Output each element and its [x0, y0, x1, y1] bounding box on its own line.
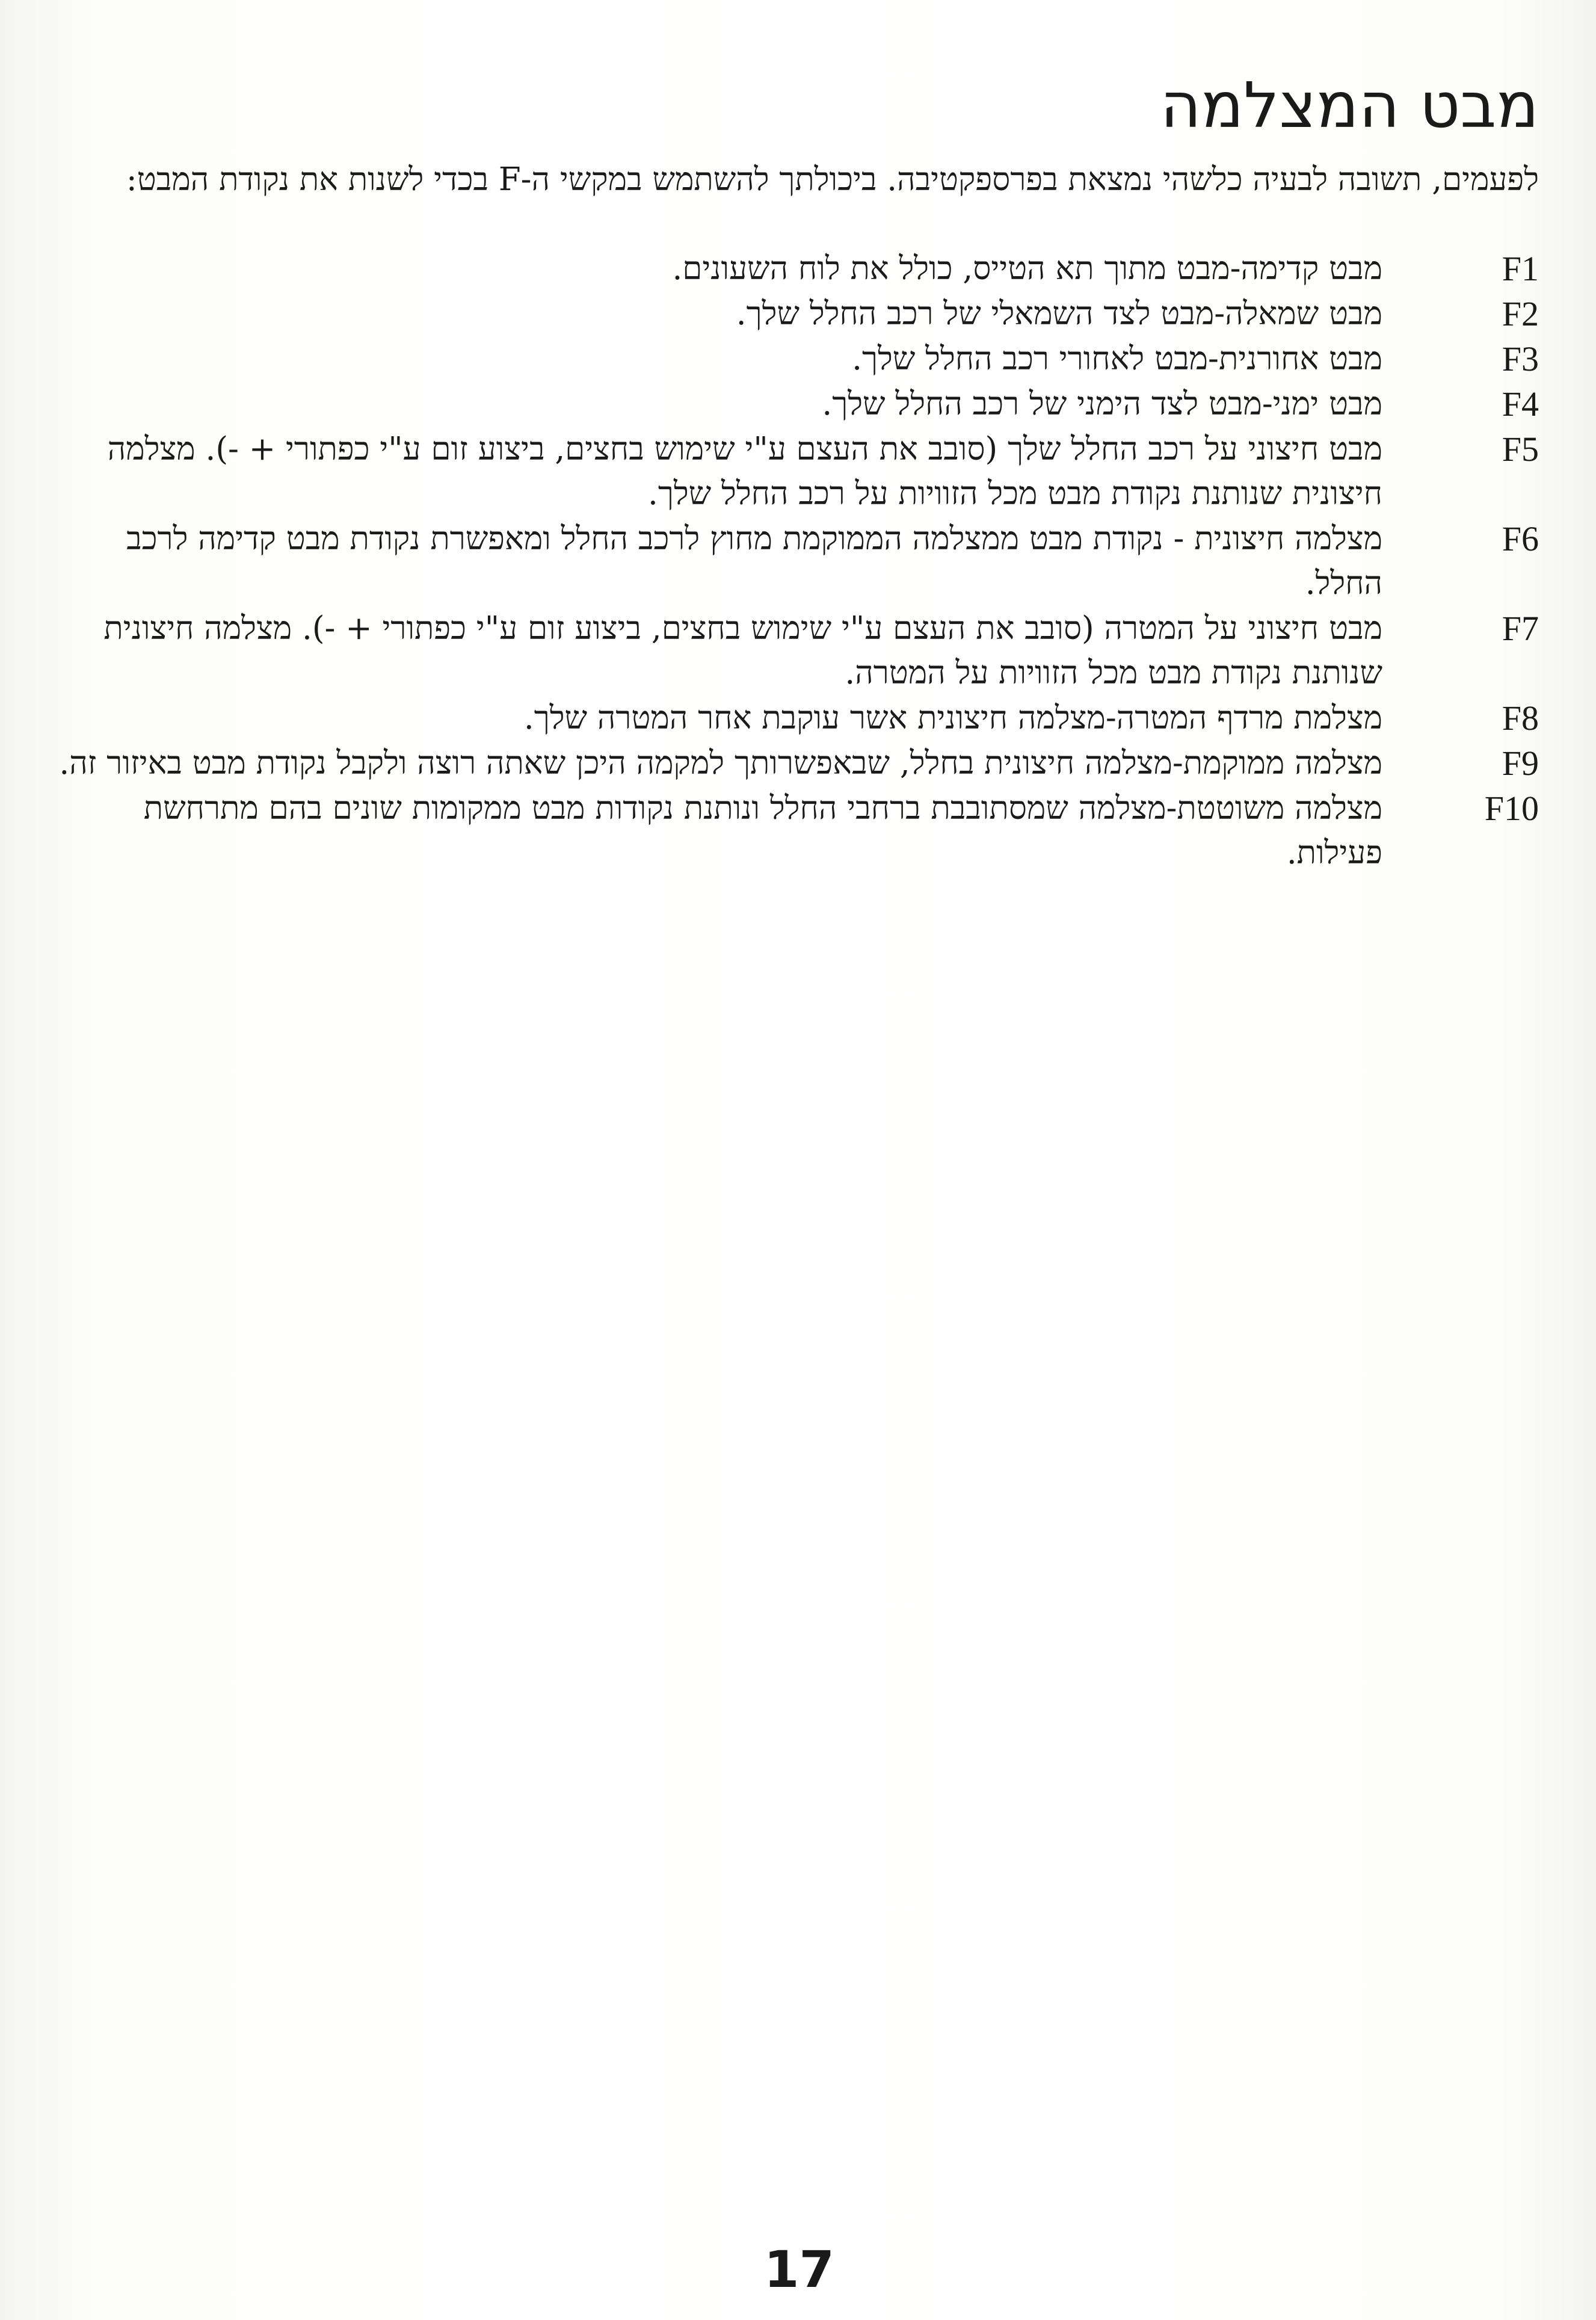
key-label: F7: [1502, 609, 1539, 648]
key-description: מצלמה ממוקמת-מצלמה חיצונית בחלל, שבאפשרותך למקמה היכן שאתה רוצה ולקבל נקודת מבט באיזור זה.: [59, 745, 1382, 782]
key-row-f5: [47, 427, 1539, 516]
key-description: מבט קדימה-מבט מתוך תא הטייס, כולל את לוח השעונים.: [672, 250, 1382, 287]
key-label: F3: [1502, 339, 1539, 378]
key-description: מצלמה משוטטת-מצלמה שמסתובבת ברחבי החלל ונותנת נקודות מבט ממקומות שונים בהם מתרחשת פעילות.: [143, 790, 1382, 871]
key-row-f10: [47, 786, 1539, 875]
key-label: F8: [1502, 699, 1539, 738]
key-row-f4: [47, 382, 1539, 427]
key-row-f7: [47, 606, 1539, 696]
key-row-f9: [47, 741, 1539, 786]
key-row-f2: [47, 292, 1539, 336]
key-description: מצלמה חיצונית - נקודת מבט ממצלמה הממוקמת מחוץ לרכב החלל ומאפשרת נקודת מבט קדימה לרכב החלל.: [126, 520, 1382, 602]
page-title: מבט המצלמה: [1160, 69, 1539, 142]
key-row-f1: [47, 247, 1539, 291]
key-label: F6: [1502, 519, 1539, 558]
key-description: מבט ימני-מבט לצד הימני של רכב החלל שלך.: [822, 386, 1382, 422]
key-row-f8: [47, 696, 1539, 741]
key-label: F5: [1502, 430, 1539, 469]
key-label: F1: [1502, 249, 1539, 288]
key-label: F10: [1484, 789, 1539, 828]
function-key-list: [47, 247, 1539, 876]
intro-paragraph: לפעמים, תשובה לבעיה כלשהי נמצאת בפרספקטיבה. ביכולתך להשתמש במקשי ה-F בכדי לשנות את נקודת המבט:: [126, 161, 1539, 198]
key-description: מבט חיצוני על המטרה (סובב את העצם ע"י שימוש בחצים, ביצוע זום ע"י כפתורי + -). מצלמה חיצונית שנותנת נקודת מבט מכל הזוויות על המטרה.: [103, 610, 1382, 691]
key-label: F4: [1502, 384, 1539, 424]
key-row-f6: [47, 517, 1539, 606]
key-description: מצלמת מרדף המטרה-מצלמה חיצונית אשר עוקבת אחר המטרה שלך.: [523, 700, 1382, 736]
key-description: מבט חיצוני על רכב החלל שלך (סובב את העצם ע"י שימוש בחצים, ביצוע זום ע"י כפתורי + -). מצלמה חיצונית שנותנת נקודת מבט מכל הזוויות על רכב החלל שלך.: [107, 431, 1382, 512]
key-description: מבט אחורנית-מבט לאחורי רכב החלל שלך.: [852, 341, 1382, 377]
key-row-f3: [47, 337, 1539, 381]
page-number: 17: [764, 2240, 834, 2299]
key-label: F2: [1502, 294, 1539, 333]
key-label: F9: [1502, 744, 1539, 783]
key-description: מבט שמאלה-מבט לצד השמאלי של רכב החלל שלך.: [736, 295, 1382, 332]
